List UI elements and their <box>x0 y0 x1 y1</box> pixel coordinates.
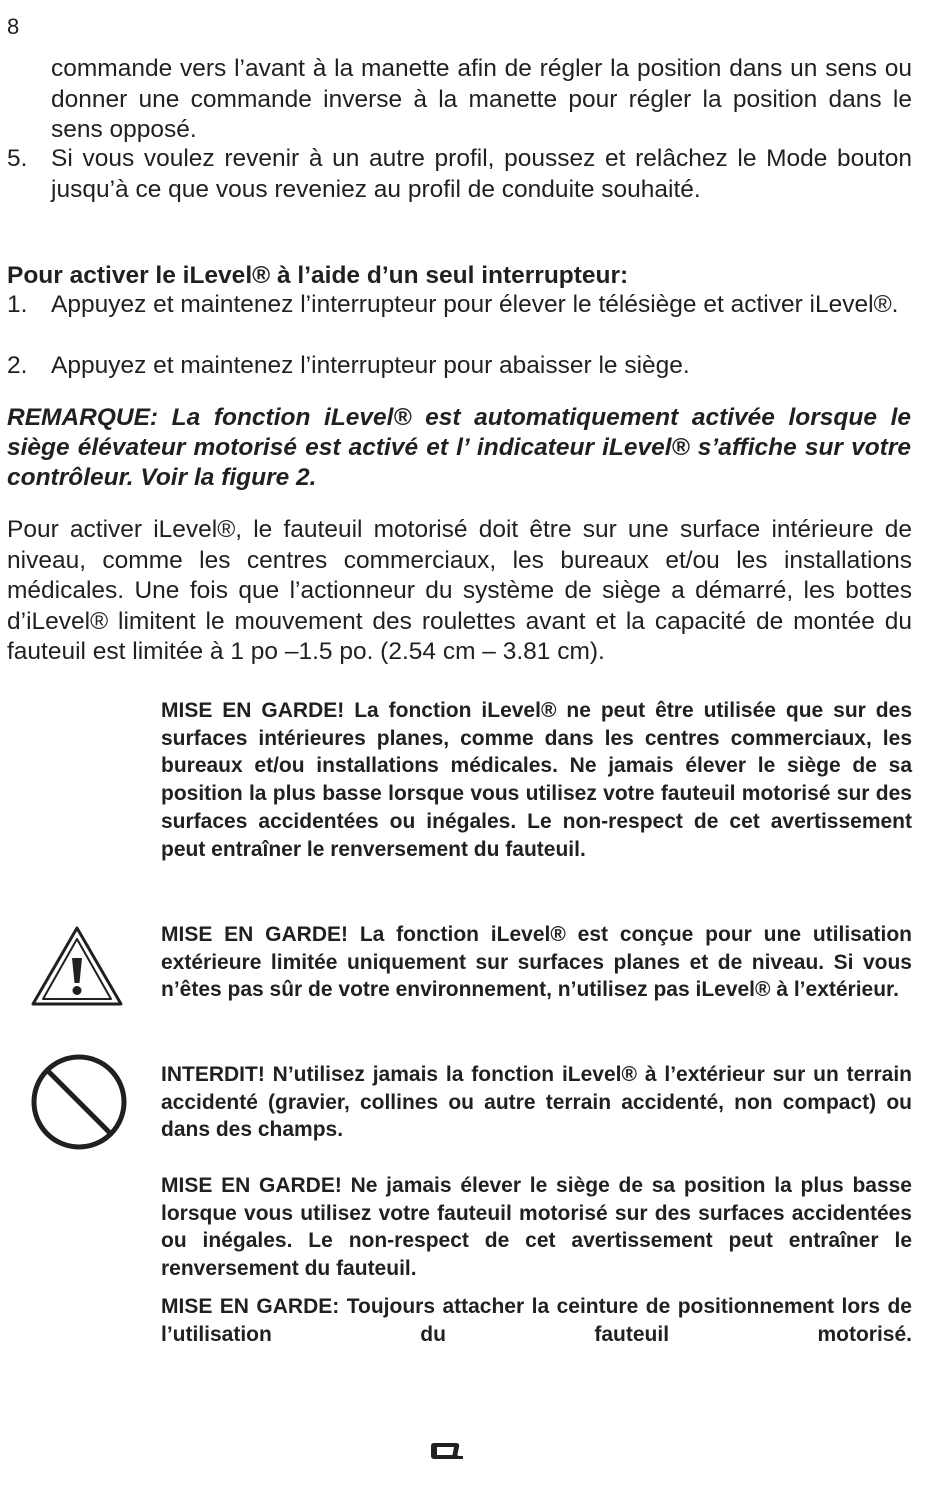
warning-positioning-belt: MISE EN GARDE: Toujours attacher la ceinture de positionnement lors de l’utilisation du fauteuil motorisé. <box>161 1295 912 1346</box>
section-heading: Pour activer le iLevel® à l’aide d’un seul interrupteur: <box>7 262 629 289</box>
warning-triangle-icon <box>30 925 124 1007</box>
body-paragraph: Pour activer iLevel®, le fauteuil motorisé doit être sur une surface intérieure de niveau, comme les centres commerciaux, les bureaux et/ou les installations médicales. Une fois que l’actionneur du système de siège a démarré, les bottes d’iLevel® limitent le mouvement des roulettes avant et la capacité de montée du fauteuil est limitée à 1 po –1.5 po. (2.54 cm – 3.81 cm). <box>7 516 912 665</box>
warning-outdoor-limited: MISE EN GARDE! La fonction iLevel® est conçue pour une utilisation extérieure limitée uniquement sur surfaces planes et de niveau. Si vous n’êtes pas sûr de votre environnement, n’utilisez pas iLevel® à l’extérieur. <box>161 923 912 1002</box>
continuation-paragraph: commande vers l’avant à la manette afin de régler la position dans un sens ou donner une commande inverse à la manette pour régler la position dans le sens opposé. <box>51 55 912 143</box>
quantum-q-logo-icon <box>428 1440 464 1462</box>
page-number: 8 <box>7 14 20 39</box>
list-number: 1. <box>7 291 28 318</box>
note-remark: REMARQUE: La fonction iLevel® est automatiquement activée lorsque le siège élévateur motorisé est activé et l’ indicateur iLevel® s’affiche sur votre contrôleur. Voir la figure 2. <box>7 404 911 491</box>
list-text: Appuyez et maintenez l’interrupteur pour abaisser le siège. <box>51 352 690 379</box>
warning-seat-elevation: MISE EN GARDE! Ne jamais élever le siège de sa position la plus basse lorsque vous utilisez votre fauteuil motorisé sur des surfaces accidentées ou inégales. Le non-respect de cet avertissement peut entraîner le renversement du fauteuil. <box>161 1174 912 1281</box>
list-text: Si vous voulez revenir à un autre profil, poussez et relâchez le Mode bouton jusqu’à ce que vous reveniez au profil de conduite souhaité. <box>51 145 912 203</box>
list-number: 5. <box>7 145 28 172</box>
warning-indoor-only: MISE EN GARDE! La fonction iLevel® ne peut être utilisée que sur des surfaces intérieures planes, comme dans les centres commerciaux, les bureaux et/ou installations médicales. Ne jamais élever le siège de sa position la plus basse lorsque vous utilisez votre fauteuil motorisé sur des surfaces accidentées ou inégales. Le non-respect de cet avertissement peut entraîner le renversement du fauteuil. <box>161 699 912 861</box>
list-number: 2. <box>7 352 28 379</box>
prohibited-rough-terrain: INTERDIT! N’utilisez jamais la fonction iLevel® à l’extérieur sur un terrain accidenté (gravier, collines ou autre terrain accidenté, non compact) ou dans des champs. <box>161 1063 912 1142</box>
prohibition-icon <box>30 1053 128 1151</box>
list-text: Appuyez et maintenez l’interrupteur pour élever le télésiège et activer iLevel®. <box>51 291 899 318</box>
